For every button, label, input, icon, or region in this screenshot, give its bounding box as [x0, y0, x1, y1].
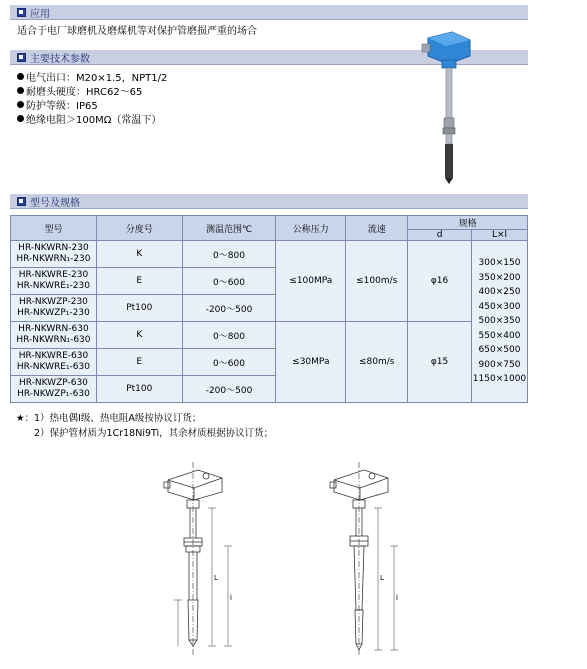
pressure-cell: ≤100MPa: [276, 241, 346, 322]
section-icon: [17, 197, 26, 206]
pressure-cell: ≤30MPa: [276, 322, 346, 403]
range-cell: -200～500: [182, 295, 276, 322]
range-cell: 0～800: [182, 241, 276, 268]
param-item: 防护等级：IP65: [17, 97, 167, 111]
section-title: 主要技术参数: [30, 53, 90, 65]
param-item: 绝缘电阻＞100MΩ（常温下）: [17, 111, 167, 125]
note-2: 2）保护管材质为1Cr18Ni9Ti，其余材质根据协议订货；: [34, 428, 274, 439]
table-row: [11, 322, 528, 349]
dimension-label: L: [214, 574, 218, 582]
param-item: 电气出口：M20×1.5，NPT1/2: [17, 69, 167, 83]
graduation-cell: K: [96, 322, 182, 349]
flow-cell: ≤80m/s: [346, 322, 408, 403]
header-d: d: [408, 230, 472, 241]
range-cell: 0～600: [182, 268, 276, 295]
graduation-cell: Pt100: [96, 376, 182, 403]
model-cell: HR-NKWRE-230 HR-NKWRE₁-230: [11, 268, 97, 295]
section-icon: [17, 53, 26, 62]
range-cell: 0～800: [182, 322, 276, 349]
flow-cell: ≤100m/s: [346, 241, 408, 322]
bullet-icon: [17, 87, 24, 94]
header-range: 测温范围℃: [182, 216, 276, 241]
note-1: ★：1）热电偶Ⅰ级、热电阻A级按协议订货；: [16, 413, 202, 424]
d-cell: φ16: [408, 241, 472, 322]
application-text: 适合于电厂球磨机及磨煤机等对保护管磨损严重的场合: [17, 26, 257, 37]
header-spec: 规格: [408, 216, 528, 230]
bullet-icon: [17, 73, 24, 80]
bullet-icon: [17, 101, 24, 108]
graduation-cell: E: [96, 268, 182, 295]
header-model: 型号: [11, 216, 97, 241]
lxl-cell: 300×150 350×200 400×250 450×300 500×350 550×400 650×500 900×750 1150×1000: [471, 241, 527, 403]
d-cell: φ15: [408, 322, 472, 403]
graduation-cell: K: [96, 241, 182, 268]
section-title: 应用: [30, 8, 50, 20]
drawing-type-230: [140, 460, 250, 660]
spec-table: [10, 215, 528, 403]
model-cell: HR-NKWRE-630 HR-NKWRE₁-630: [11, 349, 97, 376]
graduation-cell: E: [96, 349, 182, 376]
drawing-type-630: [306, 460, 416, 660]
model-cell: HR-NKWZP-230 HR-NKWZP₁-230: [11, 295, 97, 322]
product-photo: [418, 26, 480, 184]
range-cell: 0～600: [182, 349, 276, 376]
params-list: [17, 69, 167, 125]
bullet-icon: [17, 115, 24, 122]
header-flow: 流速: [346, 216, 408, 241]
model-cell: HR-NKWZP-630 HR-NKWZP₁-630: [11, 376, 97, 403]
section-header-application: [10, 5, 528, 20]
section-icon: [17, 8, 26, 17]
model-cell: HR-NKWRN-630 HR-NKWRN₁-630: [11, 322, 97, 349]
dimension-label: l: [396, 594, 398, 602]
table-row: [11, 241, 528, 268]
header-pressure: 公称压力: [276, 216, 346, 241]
range-cell: -200～500: [182, 376, 276, 403]
section-title: 型号及规格: [30, 197, 80, 209]
header-graduation: 分度号: [96, 216, 182, 241]
header-lxl: L×l: [471, 230, 527, 241]
dimension-label: l: [230, 594, 232, 602]
model-cell: HR-NKWRN-230 HR-NKWRN₁-230: [11, 241, 97, 268]
section-header-models: [10, 194, 528, 209]
param-item: 耐磨头硬度：HRC62～65: [17, 83, 167, 97]
dimension-label: L: [380, 574, 384, 582]
graduation-cell: Pt100: [96, 295, 182, 322]
